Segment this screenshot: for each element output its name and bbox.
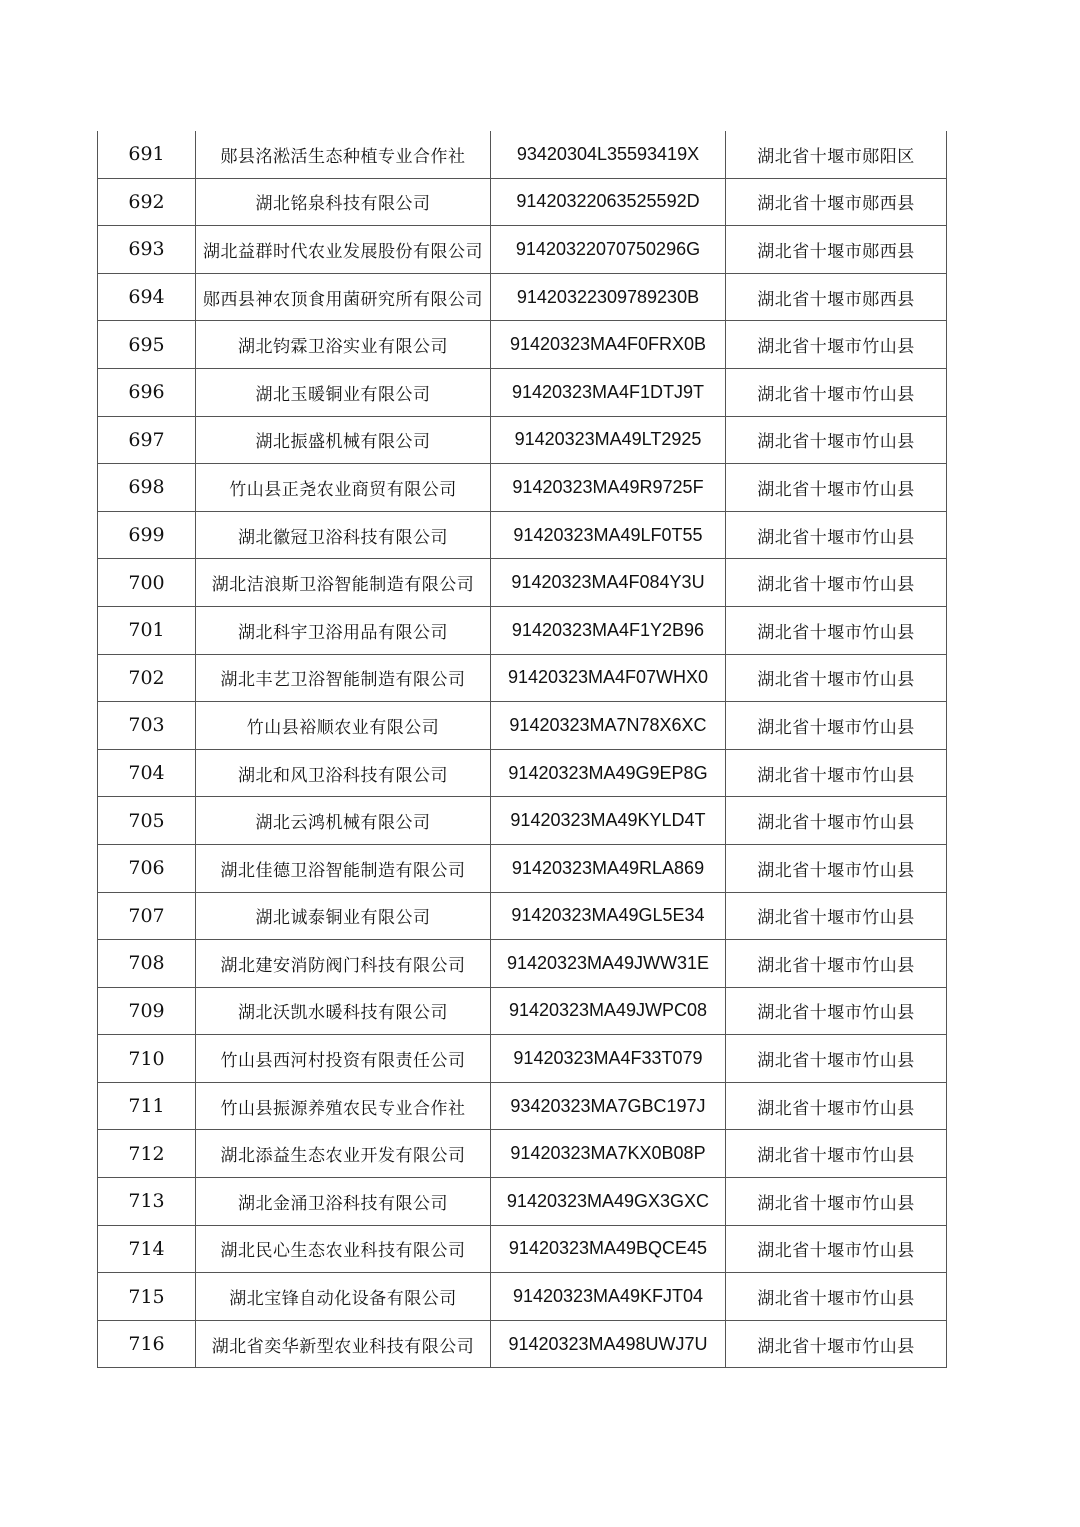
row-number-cell: 692 — [98, 178, 196, 226]
credit-code-cell: 93420323MA7GBC197J — [491, 1082, 726, 1130]
company-name-cell: 湖北科宇卫浴用品有限公司 — [196, 606, 491, 654]
region-cell: 湖北省十堰市郧阳区 — [726, 131, 947, 178]
table-row — [98, 416, 947, 464]
company-name-cell: 湖北沃凯水暖科技有限公司 — [196, 987, 491, 1035]
region-cell: 湖北省十堰市竹山县 — [726, 844, 947, 892]
table-row — [98, 702, 947, 750]
company-name-cell: 湖北省奕华新型农业科技有限公司 — [196, 1320, 491, 1368]
company-name-cell: 湖北和风卫浴科技有限公司 — [196, 749, 491, 797]
table-row — [98, 654, 947, 702]
company-name-cell: 竹山县正尧农业商贸有限公司 — [196, 464, 491, 512]
row-number-cell: 709 — [98, 987, 196, 1035]
credit-code-cell: 91420323MA49JWW31E — [491, 940, 726, 988]
company-name-cell: 湖北添益生态农业开发有限公司 — [196, 1130, 491, 1178]
company-name-cell: 湖北建安消防阀门科技有限公司 — [196, 940, 491, 988]
company-name-cell: 湖北洁浪斯卫浴智能制造有限公司 — [196, 559, 491, 607]
row-number-cell: 701 — [98, 606, 196, 654]
credit-code-cell: 91420323MA4F084Y3U — [491, 559, 726, 607]
company-name-cell: 湖北徽冠卫浴科技有限公司 — [196, 511, 491, 559]
table-row — [98, 321, 947, 369]
company-name-cell: 湖北钧霖卫浴实业有限公司 — [196, 321, 491, 369]
region-cell: 湖北省十堰市竹山县 — [726, 1273, 947, 1321]
company-name-cell: 郧县洺淞活生态种植专业合作社 — [196, 131, 491, 178]
row-number-cell: 714 — [98, 1225, 196, 1273]
table-row — [98, 606, 947, 654]
row-number-cell: 695 — [98, 321, 196, 369]
table-row — [98, 1225, 947, 1273]
credit-code-cell: 91420323MA4F0FRX0B — [491, 321, 726, 369]
table-row — [98, 749, 947, 797]
row-number-cell: 712 — [98, 1130, 196, 1178]
credit-code-cell: 91420323MA49LT2925 — [491, 416, 726, 464]
region-cell: 湖北省十堰市郧西县 — [726, 273, 947, 321]
table-row — [98, 226, 947, 274]
credit-code-cell: 91420323MA498UWJ7U — [491, 1320, 726, 1368]
table-row — [98, 797, 947, 845]
credit-code-cell: 91420323MA49BQCE45 — [491, 1225, 726, 1273]
company-name-cell: 湖北益群时代农业发展股份有限公司 — [196, 226, 491, 274]
row-number-cell: 713 — [98, 1178, 196, 1226]
row-number-cell: 707 — [98, 892, 196, 940]
row-number-cell: 708 — [98, 940, 196, 988]
row-number-cell: 693 — [98, 226, 196, 274]
region-cell: 湖北省十堰市竹山县 — [726, 321, 947, 369]
region-cell: 湖北省十堰市竹山县 — [726, 797, 947, 845]
row-number-cell: 705 — [98, 797, 196, 845]
credit-code-cell: 91420322309789230B — [491, 273, 726, 321]
row-number-cell: 691 — [98, 131, 196, 178]
company-table-body — [98, 131, 947, 1368]
credit-code-cell: 91420322063525592D — [491, 178, 726, 226]
table-row — [98, 464, 947, 512]
company-name-cell: 竹山县裕顺农业有限公司 — [196, 702, 491, 750]
company-name-cell: 湖北振盛机械有限公司 — [196, 416, 491, 464]
row-number-cell: 703 — [98, 702, 196, 750]
company-name-cell: 湖北佳德卫浴智能制造有限公司 — [196, 844, 491, 892]
table-row — [98, 844, 947, 892]
region-cell: 湖北省十堰市竹山县 — [726, 1130, 947, 1178]
region-cell: 湖北省十堰市竹山县 — [726, 892, 947, 940]
region-cell: 湖北省十堰市竹山县 — [726, 749, 947, 797]
table-row — [98, 559, 947, 607]
table-row — [98, 1178, 947, 1226]
table-row — [98, 511, 947, 559]
region-cell: 湖北省十堰市竹山县 — [726, 1035, 947, 1083]
table-row — [98, 1082, 947, 1130]
credit-code-cell: 91420323MA49GL5E34 — [491, 892, 726, 940]
region-cell: 湖北省十堰市竹山县 — [726, 1320, 947, 1368]
company-name-cell: 湖北铭泉科技有限公司 — [196, 178, 491, 226]
credit-code-cell: 91420322070750296G — [491, 226, 726, 274]
row-number-cell: 700 — [98, 559, 196, 607]
company-name-cell: 湖北民心生态农业科技有限公司 — [196, 1225, 491, 1273]
table-row — [98, 1273, 947, 1321]
row-number-cell: 699 — [98, 511, 196, 559]
row-number-cell: 697 — [98, 416, 196, 464]
region-cell: 湖北省十堰市竹山县 — [726, 940, 947, 988]
credit-code-cell: 91420323MA7N78X6XC — [491, 702, 726, 750]
credit-code-cell: 91420323MA49KYLD4T — [491, 797, 726, 845]
table-row — [98, 1320, 947, 1368]
company-name-cell: 竹山县振源养殖农民专业合作社 — [196, 1082, 491, 1130]
table-row — [98, 892, 947, 940]
table-row — [98, 131, 947, 178]
region-cell: 湖北省十堰市竹山县 — [726, 702, 947, 750]
region-cell: 湖北省十堰市竹山县 — [726, 559, 947, 607]
credit-code-cell: 91420323MA49G9EP8G — [491, 749, 726, 797]
table-row — [98, 273, 947, 321]
row-number-cell: 702 — [98, 654, 196, 702]
credit-code-cell: 91420323MA7KX0B08P — [491, 1130, 726, 1178]
region-cell: 湖北省十堰市竹山县 — [726, 511, 947, 559]
credit-code-cell: 91420323MA49GX3GXC — [491, 1178, 726, 1226]
credit-code-cell: 91420323MA49LF0T55 — [491, 511, 726, 559]
credit-code-cell: 91420323MA49R9725F — [491, 464, 726, 512]
row-number-cell: 704 — [98, 749, 196, 797]
credit-code-cell: 91420323MA49KFJT04 — [491, 1273, 726, 1321]
region-cell: 湖北省十堰市竹山县 — [726, 1178, 947, 1226]
row-number-cell: 696 — [98, 368, 196, 416]
row-number-cell: 711 — [98, 1082, 196, 1130]
table-row — [98, 368, 947, 416]
company-name-cell: 湖北宝锋自动化设备有限公司 — [196, 1273, 491, 1321]
table-row — [98, 987, 947, 1035]
row-number-cell: 706 — [98, 844, 196, 892]
credit-code-cell: 91420323MA49RLA869 — [491, 844, 726, 892]
region-cell: 湖北省十堰市竹山县 — [726, 654, 947, 702]
company-table — [97, 131, 947, 1368]
company-name-cell: 湖北丰艺卫浴智能制造有限公司 — [196, 654, 491, 702]
company-name-cell: 郧西县神农顶食用菌研究所有限公司 — [196, 273, 491, 321]
table-row — [98, 1035, 947, 1083]
credit-code-cell: 91420323MA49JWPC08 — [491, 987, 726, 1035]
credit-code-cell: 93420304L35593419X — [491, 131, 726, 178]
region-cell: 湖北省十堰市郧西县 — [726, 226, 947, 274]
row-number-cell: 716 — [98, 1320, 196, 1368]
region-cell: 湖北省十堰市竹山县 — [726, 1082, 947, 1130]
company-name-cell: 湖北诚泰铜业有限公司 — [196, 892, 491, 940]
row-number-cell: 698 — [98, 464, 196, 512]
row-number-cell: 694 — [98, 273, 196, 321]
region-cell: 湖北省十堰市竹山县 — [726, 987, 947, 1035]
table-row — [98, 178, 947, 226]
credit-code-cell: 91420323MA4F1Y2B96 — [491, 606, 726, 654]
region-cell: 湖北省十堰市竹山县 — [726, 464, 947, 512]
credit-code-cell: 91420323MA4F1DTJ9T — [491, 368, 726, 416]
credit-code-cell: 91420323MA4F07WHX0 — [491, 654, 726, 702]
row-number-cell: 710 — [98, 1035, 196, 1083]
region-cell: 湖北省十堰市竹山县 — [726, 368, 947, 416]
region-cell: 湖北省十堰市郧西县 — [726, 178, 947, 226]
company-name-cell: 湖北云鸿机械有限公司 — [196, 797, 491, 845]
region-cell: 湖北省十堰市竹山县 — [726, 606, 947, 654]
region-cell: 湖北省十堰市竹山县 — [726, 1225, 947, 1273]
company-name-cell: 湖北玉暖铜业有限公司 — [196, 368, 491, 416]
row-number-cell: 715 — [98, 1273, 196, 1321]
table-row — [98, 940, 947, 988]
company-name-cell: 竹山县西河村投资有限责任公司 — [196, 1035, 491, 1083]
company-name-cell: 湖北金涌卫浴科技有限公司 — [196, 1178, 491, 1226]
credit-code-cell: 91420323MA4F33T079 — [491, 1035, 726, 1083]
region-cell: 湖北省十堰市竹山县 — [726, 416, 947, 464]
table-row — [98, 1130, 947, 1178]
